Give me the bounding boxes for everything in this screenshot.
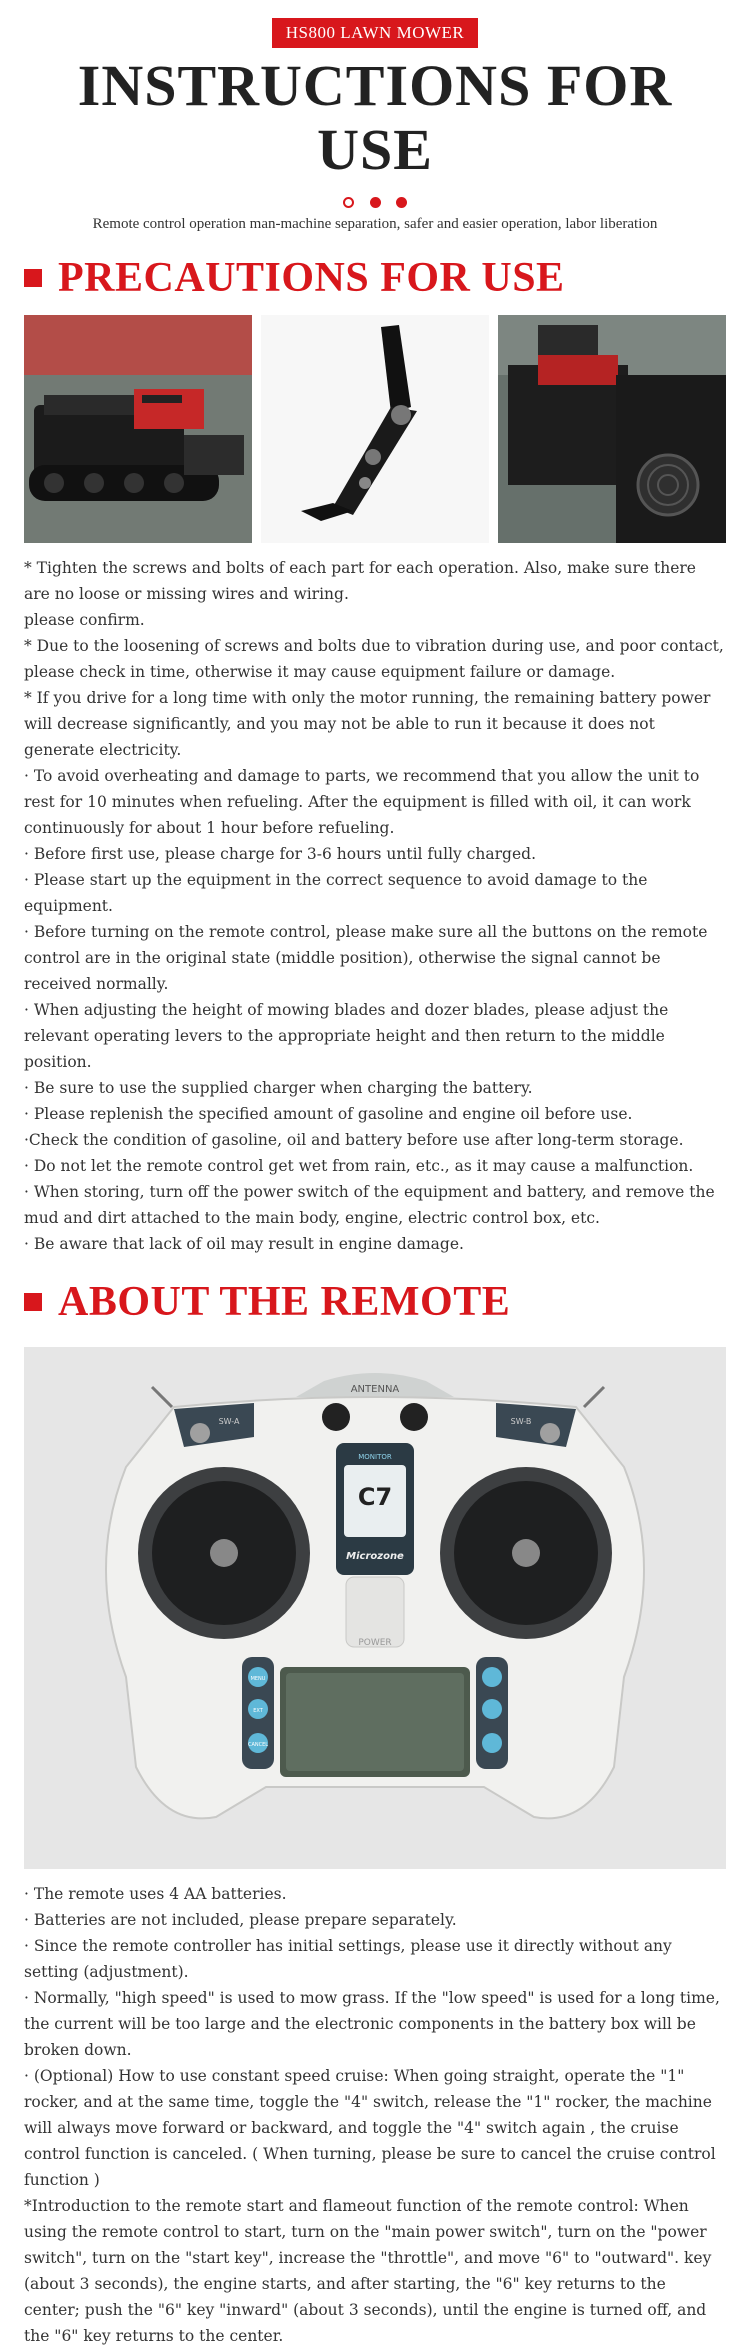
remote-photo bbox=[24, 1347, 726, 1869]
dot-filled-icon bbox=[396, 197, 407, 208]
mower-illustration bbox=[24, 315, 252, 543]
precaution-paragraph: · Before first use, please charge for 3-6 hours until fully charged. bbox=[24, 844, 536, 863]
sw-a-label: SW-A bbox=[218, 1416, 240, 1426]
precaution-paragraph: · To avoid overheating and damage to parts, we recommend that you allow the unit to rest for 10 minutes when refueling. After the equipment is filled with oil, it can work continuously for about 1 hour before refueling. bbox=[24, 766, 700, 837]
power-label: POWER bbox=[358, 1637, 392, 1648]
precaution-paragraph: * If you drive for a long time with only the motor running, the remaining battery power will decrease significantly, and you may not be able to run it because it does not generate electricity. bbox=[24, 688, 711, 759]
precautions-title: PRECAUTIONS FOR USE bbox=[58, 254, 565, 301]
menu-button-label: MENU bbox=[250, 1675, 266, 1682]
remote-paragraph: · Batteries are not included, please prepare separately. bbox=[24, 1910, 457, 1929]
dot-ring-icon bbox=[343, 197, 354, 208]
remote-paragraph: · (Optional) How to use constant speed cruise: When going straight, operate the "1" rocker, and at the same time, toggle the "4" switch, release the "1" rocker, the machine will always move forward or backward, and toggle the "4" switch again , the cruise control function is canceled. ( When turning, please be sure to cancel the cruise control function ) bbox=[24, 2066, 716, 2189]
model-label: C7 bbox=[357, 1482, 393, 1511]
blade-illustration bbox=[261, 315, 489, 543]
remote-title: ABOUT THE REMOTE bbox=[58, 1278, 511, 1325]
remote-heading bbox=[24, 1279, 726, 1325]
heading-square-icon bbox=[24, 269, 42, 287]
badge-wrap bbox=[24, 0, 726, 48]
precaution-photos bbox=[24, 315, 726, 543]
precaution-paragraph: · Do not let the remote control get wet from rain, etc., as it may cause a malfunction. bbox=[24, 1156, 694, 1175]
precautions-text bbox=[24, 555, 726, 1257]
cancel-button-label: CANCEL bbox=[247, 1741, 269, 1748]
engine-illustration bbox=[498, 315, 726, 543]
blade-photo bbox=[261, 315, 489, 543]
precaution-paragraph: · When storing, turn off the power switch of the equipment and battery, and remove the mud and dirt attached to the main body, engine, electric control box, etc. bbox=[24, 1182, 715, 1227]
remote-paragraph: · Normally, "high speed" is used to mow grass. If the "low speed" is used for a long time, the current will be too large and the electronic components in the battery box will be broken down. bbox=[24, 1988, 720, 2059]
precaution-paragraph: · Be sure to use the supplied charger when charging the battery. bbox=[24, 1078, 533, 1097]
remote-controller-illustration bbox=[24, 1347, 726, 1869]
precaution-paragraph: · Be aware that lack of oil may result in engine damage. bbox=[24, 1234, 464, 1253]
precautions-heading bbox=[24, 255, 726, 301]
precaution-paragraph: · Please replenish the specified amount of gasoline and engine oil before use. bbox=[24, 1104, 633, 1123]
precaution-paragraph: · Before turning on the remote control, please make sure all the buttons on the remote control are in the original state (middle position), otherwise the signal cannot be received normally. bbox=[24, 922, 708, 993]
dot-filled-icon bbox=[370, 197, 381, 208]
mower-photo-engine bbox=[498, 315, 726, 543]
remote-text bbox=[24, 1881, 726, 2349]
precaution-paragraph: · Please start up the equipment in the correct sequence to avoid damage to the equipment. bbox=[24, 870, 648, 915]
precaution-paragraph: · When adjusting the height of mowing blades and dozer blades, please adjust the relevant operating levers to the appropriate height and then return to the middle position. bbox=[24, 1000, 669, 1071]
precaution-paragraph: please confirm. bbox=[24, 610, 145, 629]
remote-paragraph: · The remote uses 4 AA batteries. bbox=[24, 1884, 287, 1903]
precaution-paragraph: ·Check the condition of gasoline, oil and battery before use after long-term storage. bbox=[24, 1130, 684, 1149]
heading-square-icon bbox=[24, 1293, 42, 1311]
monitor-label: MONITOR bbox=[358, 1452, 392, 1461]
precaution-paragraph: * Tighten the screws and bolts of each part for each operation. Also, make sure there are no loose or missing wires and wiring. bbox=[24, 558, 696, 603]
precaution-paragraph: * Due to the loosening of screws and bolts due to vibration during use, and poor contact, please check in time, otherwise it may cause equipment failure or damage. bbox=[24, 636, 724, 681]
mower-photo-front bbox=[24, 315, 252, 543]
product-badge: HS800 LAWN MOWER bbox=[272, 18, 479, 48]
page-title: INSTRUCTIONS FOR USE bbox=[77, 53, 673, 182]
remote-paragraph: · Since the remote controller has initial settings, please use it directly without any setting (adjustment). bbox=[24, 1936, 672, 1981]
antenna-label: ANTENNA bbox=[350, 1383, 400, 1395]
title-dots bbox=[24, 192, 726, 204]
page-subtitle: Remote control operation man-machine separation, safer and easier operation, labor liberation bbox=[92, 215, 658, 232]
remote-paragraph: *Introduction to the remote start and flameout function of the remote control: When using the remote control to start, turn on the "main power switch", turn on the "power switch", turn on the "start key", increase the "throttle", and move "6" to "outward". key (about 3 seconds), the engine starts, and after starting, the "6" key returns to the center; push the "6" key "inward" (about 3 seconds), until the engine is turned off, and the "6" key returns to the center. bbox=[24, 2196, 712, 2345]
ext-button-label: EXT bbox=[253, 1707, 263, 1714]
sw-b-label: SW-B bbox=[510, 1416, 532, 1426]
brand-label: Microzone bbox=[346, 1550, 404, 1562]
